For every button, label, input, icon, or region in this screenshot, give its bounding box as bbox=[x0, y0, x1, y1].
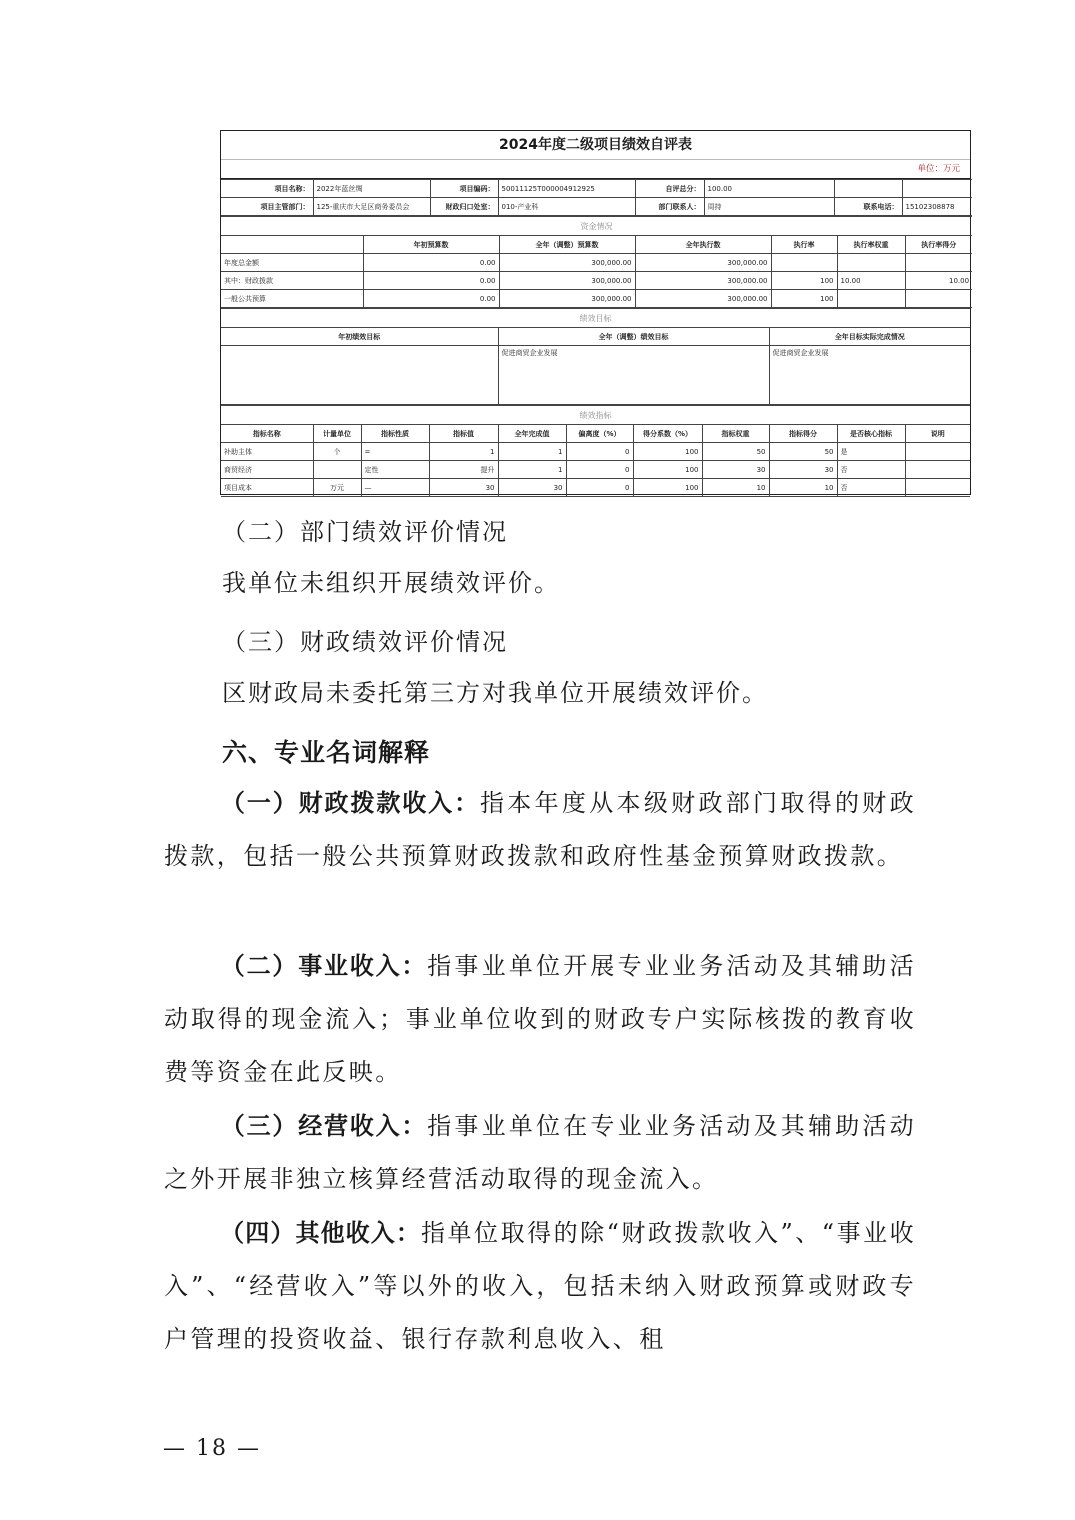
indicator-cell: 100 bbox=[633, 443, 702, 461]
term-name: （四）其他收入： bbox=[220, 1219, 422, 1247]
indicator-cell: 补助主体 bbox=[221, 443, 313, 461]
goals-header: 年初绩效目标 bbox=[221, 328, 498, 346]
term-paragraph-3 bbox=[164, 1100, 916, 1206]
section-3-text: 区财政局未委托第三方对我单位开展绩效评价。 bbox=[222, 679, 768, 707]
indicator-cell: 30 bbox=[769, 461, 837, 479]
indicator-cell: 商贸经济 bbox=[221, 461, 313, 479]
self-score-label: 自评总分： bbox=[635, 180, 704, 198]
funds-cell: 0.00 bbox=[363, 272, 499, 290]
indicator-row bbox=[221, 443, 970, 461]
funds-header: 全年执行数 bbox=[635, 236, 771, 254]
indicators-section-row bbox=[221, 406, 970, 425]
funds-row bbox=[221, 272, 972, 290]
term-definition: 指事业单位开展专业业务活动及其辅助活动取得的现金流入；事业单位收到的财政专户实际核拨的教育收费等资金在此反映。 bbox=[164, 952, 916, 1086]
funds-cell: 300,000.00 bbox=[635, 290, 771, 308]
indicator-cell: 10 bbox=[769, 479, 837, 497]
info-row-2 bbox=[221, 198, 972, 216]
term-definition: 指事业单位在专业业务活动及其辅助活动之外开展非独立核算经营活动取得的现金流入。 bbox=[164, 1112, 916, 1193]
funds-cell: 300,000.00 bbox=[635, 254, 771, 272]
contact-value: 周持 bbox=[704, 198, 834, 216]
funds-section-row bbox=[221, 217, 972, 236]
indicators-header: 指标得分 bbox=[769, 425, 837, 443]
funds-cell: 300,000.00 bbox=[499, 272, 635, 290]
finance-office-label: 财政归口处室： bbox=[430, 198, 498, 216]
indicators-header: 说明 bbox=[905, 425, 970, 443]
goals-header-row bbox=[221, 328, 970, 346]
performance-self-evaluation-table bbox=[220, 130, 971, 495]
funds-cell: 0.00 bbox=[363, 254, 499, 272]
funds-cell bbox=[905, 254, 972, 272]
indicators-header: 指标值 bbox=[429, 425, 498, 443]
project-info-table bbox=[221, 179, 972, 216]
project-code-value: 50011125T000004912925 bbox=[498, 180, 635, 198]
indicators-section-title: 绩效指标 bbox=[221, 406, 970, 425]
indicator-cell: 1 bbox=[429, 443, 498, 461]
term-name: （一）财政拨款收入： bbox=[220, 789, 480, 817]
indicators-header: 偏离度（%） bbox=[566, 425, 633, 443]
goals-value-row bbox=[221, 346, 970, 405]
indicator-cell: 0 bbox=[566, 479, 633, 497]
term-paragraph-2 bbox=[164, 940, 916, 1099]
indicator-cell: 30 bbox=[498, 479, 566, 497]
indicator-cell: 100 bbox=[633, 479, 702, 497]
phone-label: 联系电话： bbox=[834, 198, 902, 216]
goals-section-title: 绩效目标 bbox=[221, 309, 970, 328]
funds-cell: 年度总金额 bbox=[221, 254, 363, 272]
term-paragraph-4 bbox=[164, 1207, 916, 1366]
funds-header bbox=[221, 236, 363, 254]
funds-header: 执行率得分 bbox=[905, 236, 972, 254]
info-row-1 bbox=[221, 180, 972, 198]
indicator-row bbox=[221, 479, 970, 497]
table-title: 2024年度二级项目绩效自评表 bbox=[221, 131, 970, 160]
funds-cell: 300,000.00 bbox=[635, 272, 771, 290]
funds-cell: 0.00 bbox=[363, 290, 499, 308]
indicators-header: 全年完成值 bbox=[498, 425, 566, 443]
funds-header-row bbox=[221, 236, 972, 254]
indicator-cell: 提升 bbox=[429, 461, 498, 479]
empty-cell bbox=[902, 180, 972, 198]
funds-header: 执行率 bbox=[771, 236, 837, 254]
page-number: — 18 — bbox=[163, 1436, 261, 1461]
indicator-cell: 30 bbox=[702, 461, 769, 479]
indicator-cell: 项目成本 bbox=[221, 479, 313, 497]
indicator-cell: 100 bbox=[633, 461, 702, 479]
empty-cell bbox=[834, 180, 902, 198]
funds-header: 执行率权重 bbox=[837, 236, 905, 254]
indicator-cell: 1 bbox=[498, 461, 566, 479]
funds-section-title: 资金情况 bbox=[221, 217, 972, 236]
indicator-cell bbox=[905, 443, 970, 461]
funds-header: 全年（调整）预算数 bbox=[499, 236, 635, 254]
term-name: （二）事业收入： bbox=[220, 952, 428, 980]
indicator-cell: 是 bbox=[837, 443, 905, 461]
funds-cell bbox=[837, 290, 905, 308]
indicators-header: 得分系数（%） bbox=[633, 425, 702, 443]
indicator-cell: 否 bbox=[837, 479, 905, 497]
goal-adjusted: 促进商贸企业发展 bbox=[498, 346, 769, 405]
goals-section-row bbox=[221, 309, 970, 328]
goal-actual: 促进商贸企业发展 bbox=[769, 346, 970, 405]
indicator-cell: 个 bbox=[313, 443, 361, 461]
funds-cell bbox=[837, 254, 905, 272]
goal-initial bbox=[221, 346, 498, 405]
funds-cell: 一般公共预算 bbox=[221, 290, 363, 308]
funds-row bbox=[221, 254, 972, 272]
indicator-cell: 1 bbox=[498, 443, 566, 461]
indicator-cell: 10 bbox=[702, 479, 769, 497]
dept-label: 项目主管部门： bbox=[221, 198, 313, 216]
indicators-table bbox=[221, 405, 970, 497]
section-2-heading: （二）部门绩效评价情况 bbox=[222, 518, 508, 546]
goals-table bbox=[221, 308, 970, 405]
section-2-text: 我单位未组织开展绩效评价。 bbox=[222, 569, 560, 597]
indicator-cell: 万元 bbox=[313, 479, 361, 497]
goals-header: 全年目标实际完成情况 bbox=[769, 328, 970, 346]
indicator-cell: 定性 bbox=[361, 461, 429, 479]
indicator-row bbox=[221, 461, 970, 479]
section-6-heading: 六、专业名词解释 bbox=[222, 738, 431, 767]
contact-label: 部门联系人： bbox=[635, 198, 704, 216]
unit-label: 单位：万元 bbox=[221, 160, 970, 179]
indicators-header: 指标名称 bbox=[221, 425, 313, 443]
term-definition: 指本年度从本级财政部门取得的财政拨款，包括一般公共预算财政拨款和政府性基金预算财政拨款。 bbox=[164, 789, 916, 870]
term-name: （三）经营收入： bbox=[220, 1112, 428, 1140]
indicator-cell: 否 bbox=[837, 461, 905, 479]
project-name-value: 2022年蓝丝绸 bbox=[313, 180, 430, 198]
indicators-header: 指标性质 bbox=[361, 425, 429, 443]
indicator-cell: 50 bbox=[769, 443, 837, 461]
funds-cell: 100 bbox=[771, 290, 837, 308]
funds-cell: 其中：财政拨款 bbox=[221, 272, 363, 290]
dept-value: 125-重庆市大足区商务委员会 bbox=[313, 198, 430, 216]
indicator-cell: — bbox=[361, 479, 429, 497]
funds-cell bbox=[771, 254, 837, 272]
indicator-cell bbox=[905, 479, 970, 497]
indicator-cell: 30 bbox=[429, 479, 498, 497]
indicator-cell: 0 bbox=[566, 461, 633, 479]
funds-cell: 300,000.00 bbox=[499, 290, 635, 308]
term-definition: 指单位取得的除“财政拨款收入”、“事业收入”、“经营收入”等以外的收入，包括未纳入财政预算或财政专户管理的投资收益、银行存款利息收入、租 bbox=[164, 1219, 917, 1353]
indicator-cell bbox=[905, 461, 970, 479]
indicator-cell: 0 bbox=[566, 443, 633, 461]
funds-cell: 300,000.00 bbox=[499, 254, 635, 272]
indicator-cell: = bbox=[361, 443, 429, 461]
funds-cell: 100 bbox=[771, 272, 837, 290]
funds-cell bbox=[905, 290, 972, 308]
indicators-body bbox=[221, 443, 970, 497]
funds-cell: 10.00 bbox=[837, 272, 905, 290]
indicator-cell: 50 bbox=[702, 443, 769, 461]
project-name-label: 项目名称： bbox=[221, 180, 313, 198]
indicators-header: 指标权重 bbox=[702, 425, 769, 443]
funds-cell: 10.00 bbox=[905, 272, 972, 290]
self-score-value: 100.00 bbox=[704, 180, 834, 198]
funds-header: 年初预算数 bbox=[363, 236, 499, 254]
indicators-header: 是否核心指标 bbox=[837, 425, 905, 443]
indicators-header: 计量单位 bbox=[313, 425, 361, 443]
funds-row bbox=[221, 290, 972, 308]
phone-value: 15102308878 bbox=[902, 198, 972, 216]
indicator-cell bbox=[313, 461, 361, 479]
project-code-label: 项目编码： bbox=[430, 180, 498, 198]
finance-office-value: 010-产业科 bbox=[498, 198, 635, 216]
indicators-header-row bbox=[221, 425, 970, 443]
section-3-heading: （三）财政绩效评价情况 bbox=[222, 628, 508, 656]
goals-header: 全年（调整）绩效目标 bbox=[498, 328, 769, 346]
term-paragraph-1 bbox=[164, 777, 916, 883]
funds-table bbox=[221, 216, 972, 308]
